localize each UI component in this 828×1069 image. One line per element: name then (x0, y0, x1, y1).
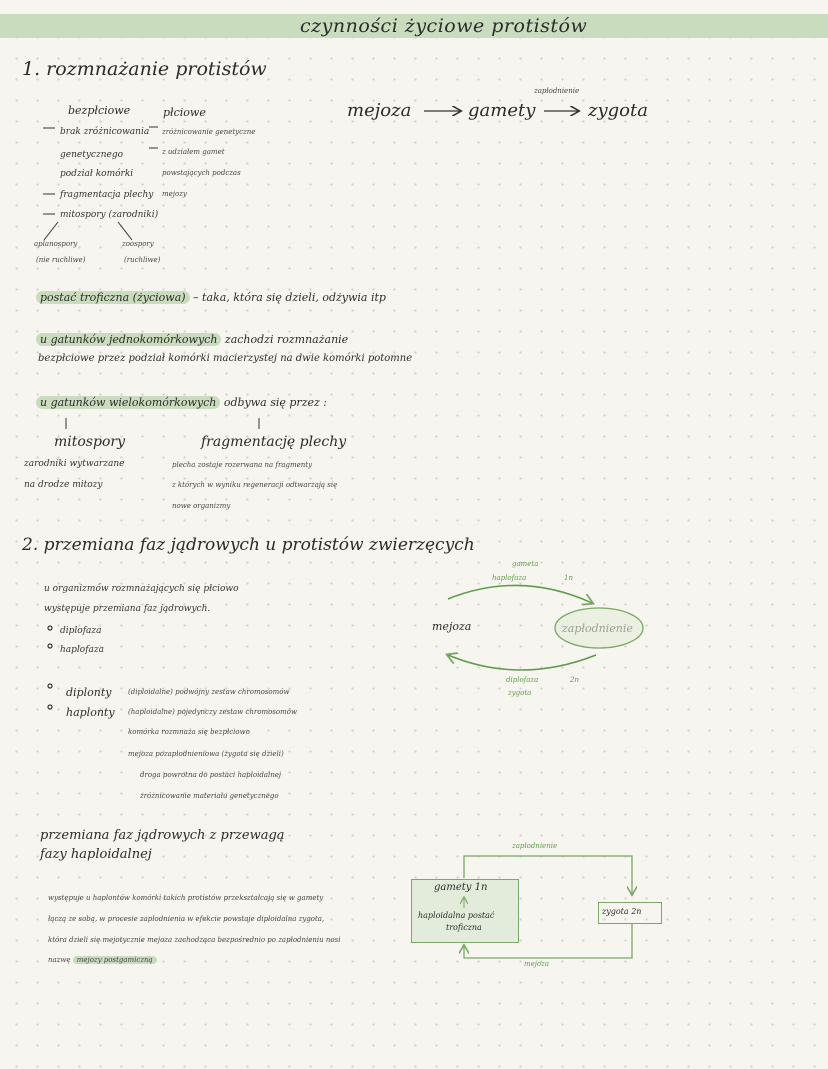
asexual-item: fragmentacja plechy (60, 190, 154, 200)
para-line4-highlight: mejozy postgamiczną (73, 956, 157, 964)
box-top-connector (464, 856, 632, 894)
flow-zygota: zygota (588, 100, 648, 121)
frag-desc3: nowe organizmy (172, 502, 231, 510)
sexual-item: powstających podczas (162, 169, 241, 177)
cycle-arc-top (448, 585, 592, 603)
box-gamety: gamety 1n (434, 882, 488, 893)
zaplodnienie-ellipse (555, 608, 643, 648)
bullet-haplofaza: haplofaza (60, 645, 105, 655)
box-bottom-label: mejoza (524, 960, 550, 968)
box-form1: haploidalna postać (418, 911, 495, 920)
trophic-desc: – taka, która się dzieli, odżywia itp (193, 291, 386, 304)
sexual-item: z udziałem gamet (162, 148, 225, 156)
cycle-top-label2: haplofaza (492, 574, 527, 582)
asexual-item: mitospory (zarodniki) (60, 210, 159, 220)
section2-heading: 2. przemiana faz jądrowych u protistów zwierzęcych (22, 535, 475, 555)
page-title: czynności życiowe protistów (300, 15, 588, 37)
desc-line4: mejoza pozapłodnieniowa (zygota się dzieli) (128, 750, 284, 758)
diplonty-desc: (diploidalne) podwójny zestaw chromosomów (128, 688, 290, 696)
sexual-item: zróżnicowanie genetyczne (162, 128, 256, 136)
cycle-bot-n: 2n (570, 676, 579, 684)
spore-right: zoospory (122, 240, 154, 248)
flow-mejoza: mejoza (347, 100, 412, 121)
cycle-left: mejoza (432, 620, 472, 633)
spore-right-note: (ruchliwe) (124, 256, 161, 264)
box-zygota: zygota 2n (602, 907, 642, 916)
unicell-rest: zachodzi rozmnażanie (224, 333, 349, 346)
box-top-label: zapłodnienie (512, 842, 558, 850)
multicell-rest: odbywa się przez : (223, 396, 327, 409)
frag-desc1: plecha zostaje rozerwana na fragmenty (172, 461, 313, 469)
asexual-item: brak zróżnicowania (60, 127, 150, 137)
cycle-bot-label2: zygota (508, 689, 532, 697)
flow-gamety: gamety (468, 100, 536, 121)
frag-title: fragmentację plechy (201, 434, 347, 450)
unicell-highlight: u gatunków jednokomórkowych (36, 333, 221, 346)
sub-heading-line2: fazy haploidalnej (40, 847, 152, 862)
cycle-bot-label1: diplofaza (506, 676, 539, 684)
bullet-diplofaza: diplofaza (60, 626, 102, 636)
section1-heading: 1. rozmnażanie protistów (22, 58, 267, 80)
asexual-item: podział komórki (60, 169, 134, 179)
desc-line6: zróżnicowanie materiału genetycznego (140, 792, 279, 800)
para-line2: łączą ze sobą, w procesie zapłodnienia w efekcie powstaje diploidalna zygota, (48, 915, 325, 923)
para-line4-start: nazwę (48, 956, 71, 964)
sexual-item: mejozy (162, 190, 187, 198)
branch-left (44, 222, 58, 240)
para-line3: która dzieli się mejotycznie mejoza zachodząca bezpośrednio po zapłodnieniu nosi (48, 936, 341, 944)
desc-line5: droga powrotna do postaci haploidalnej (140, 771, 282, 779)
branch-right (118, 222, 132, 240)
diplonty: diplonty (66, 686, 112, 699)
bullets (48, 626, 52, 709)
unicell-line2: bezpłciowe przez podział komórki macierzystej na dwie komórki potomne (38, 353, 413, 364)
cycle-top-label1: gameta (512, 560, 539, 568)
para-line1: występuje u haplontów komórki takich protistów przekształcają się w gamety (48, 894, 324, 902)
haplonty-desc: (haploidalne) pojedynczy zestaw chromosomów (128, 708, 297, 716)
intro-line2: występuje przemiana faz jądrowych. (44, 604, 211, 614)
sub-heading-line1: przemiana faz jądrowych z przewagą (40, 828, 285, 843)
flow-over-label: zapłodnienie (534, 87, 580, 95)
asexual-header: bezpłciowe (68, 104, 131, 117)
box-form2: troficzna (446, 923, 482, 932)
cycle-arc-bottom (448, 655, 596, 670)
mitospory-desc1: zarodniki wytwarzane (24, 459, 125, 469)
cycle-top-n: 1n (564, 574, 573, 582)
spore-left-note: (nie ruchliwe) (36, 256, 86, 264)
asexual-item: genetycznego (60, 150, 123, 160)
mitospory-desc2: na drodze mitozy (24, 480, 103, 490)
spore-left: aplanospory (34, 240, 78, 248)
box-bottom-connector (464, 924, 632, 958)
trophic-label: postać troficzna (życiowa) (36, 291, 190, 304)
haplonty: haplonty (66, 706, 115, 719)
sexual-header: płciowe (163, 106, 206, 119)
mitospory-title: mitospory (54, 434, 125, 450)
multicell-highlight: u gatunków wielokomórkowych (36, 396, 220, 409)
frag-desc2: z których w wyniku regeneracji odtwarzają się (172, 481, 338, 489)
intro-line1: u organizmów rozmnażających się płciowo (44, 584, 239, 594)
list-dashes (43, 127, 158, 214)
desc-line3: komórka rozmnaża się bezpłciowo (128, 728, 250, 736)
